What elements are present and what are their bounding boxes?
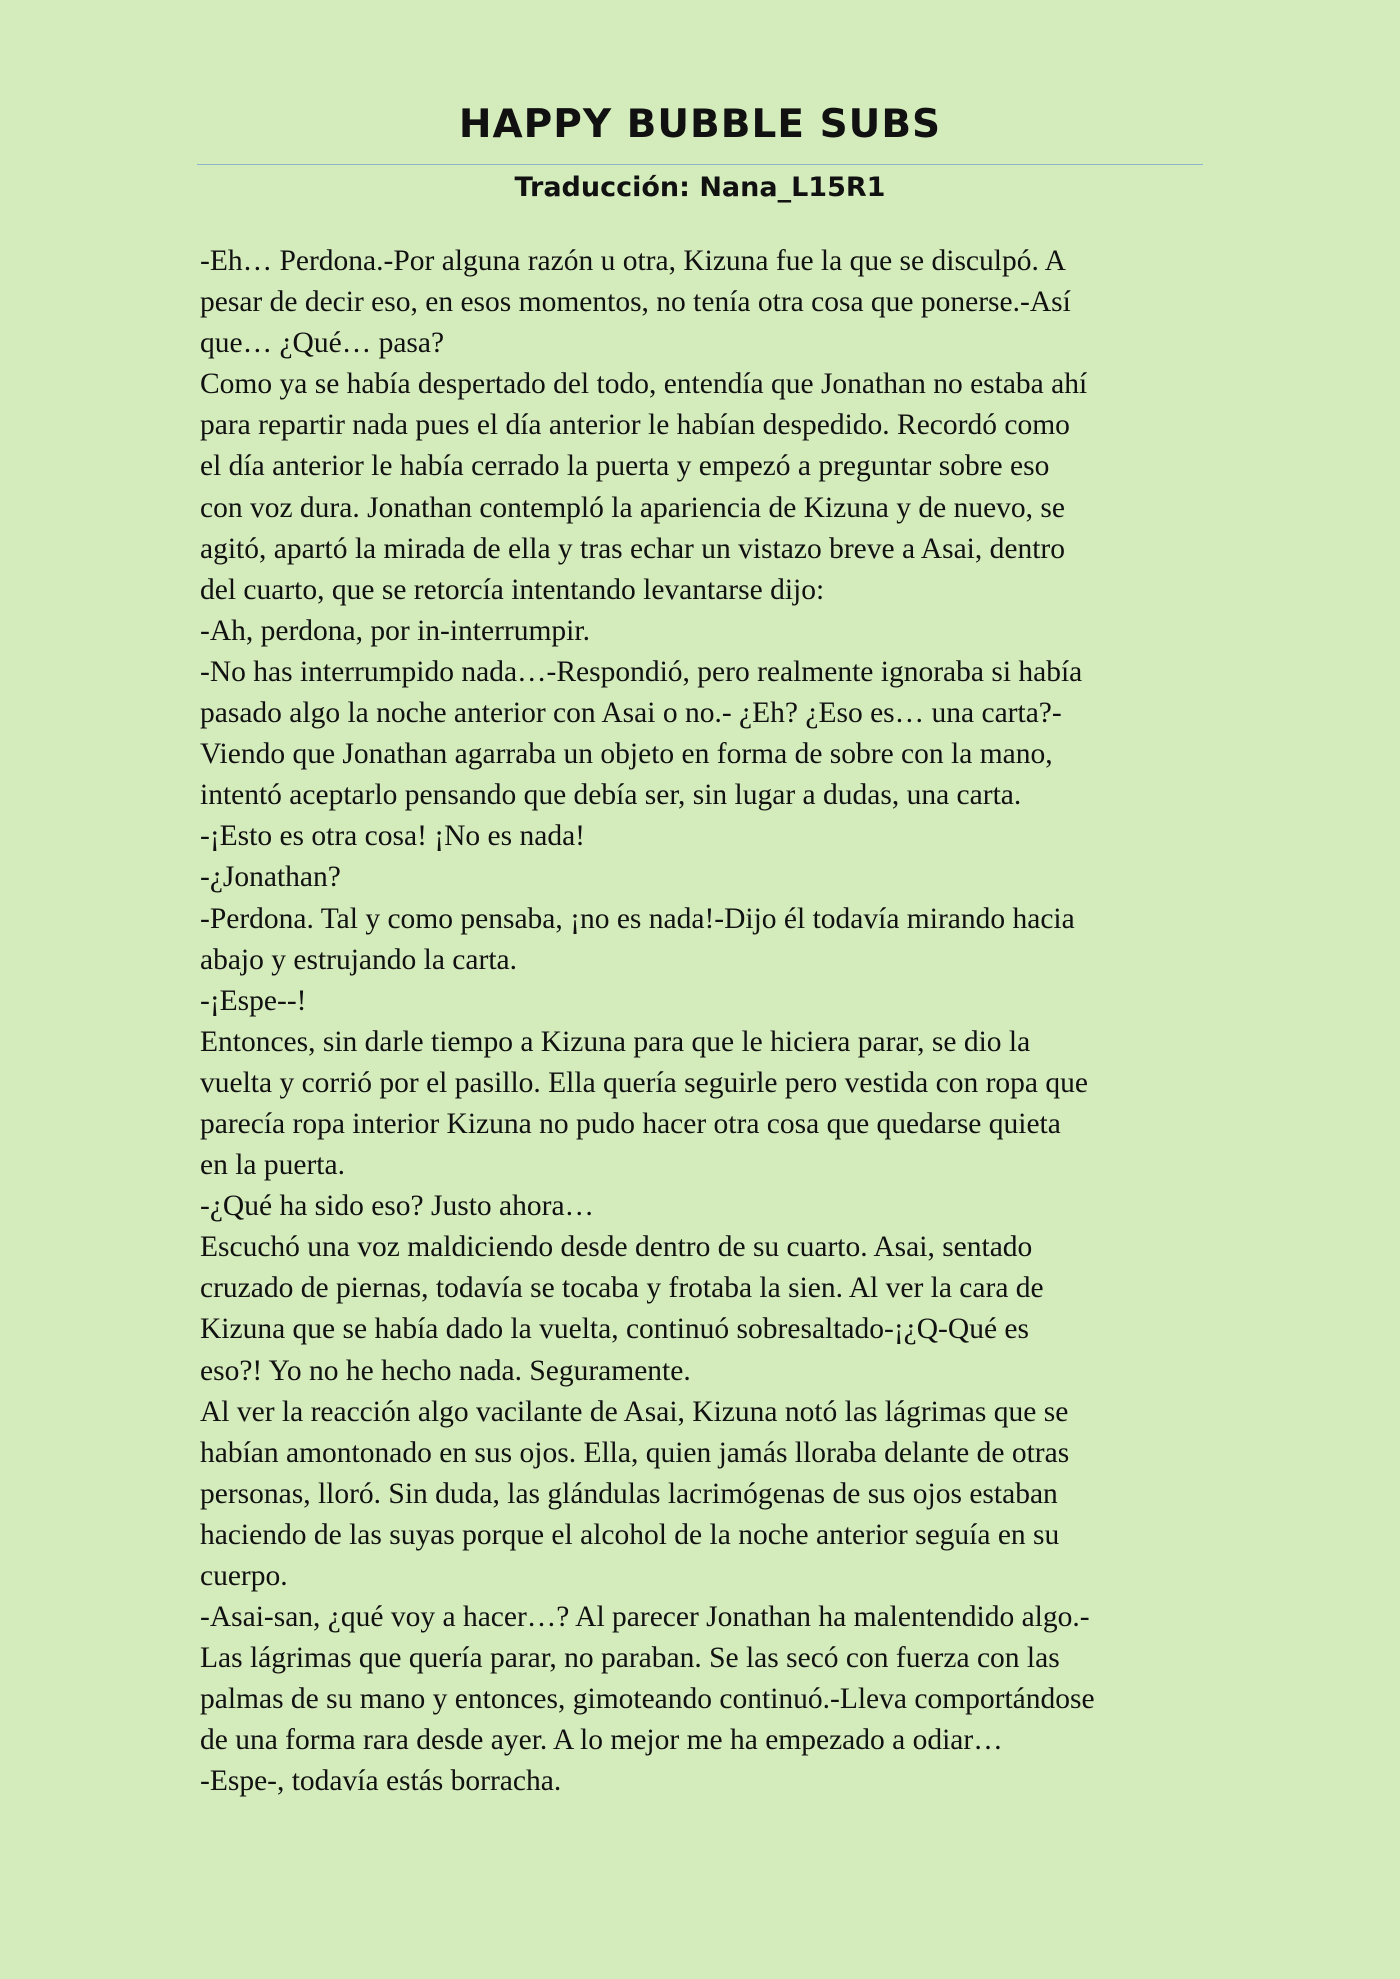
text-line: parecía ropa interior Kizuna no pudo hacer otra cosa que quedarse quieta [200, 1107, 1061, 1140]
text-line: Las lágrimas que quería parar, no paraban. Se las secó con fuerza con las [200, 1642, 1060, 1675]
text-line: cruzado de piernas, todavía se tocaba y frotaba la sien. Al ver la cara de [200, 1272, 1044, 1305]
text-line: palmas de su mano y entonces, gimoteando continuó.-Lleva comportándose [200, 1683, 1095, 1716]
story-text [200, 241, 1210, 1803]
text-line: pesar de decir eso, en esos momentos, no tenía otra cosa que ponerse.-Así [200, 286, 1071, 319]
text-line: Como ya se había despertado del todo, entendía que Jonathan no estaba ahí [200, 368, 1088, 401]
text-line: -Espe-, todavía estás borracha. [200, 1765, 562, 1798]
text-line: -Perdona. Tal y como pensaba, ¡no es nada!-Dijo él todavía mirando hacia [200, 902, 1075, 935]
text-line: -¡Espe--! [200, 984, 307, 1017]
text-line: -¿Qué ha sido eso? Justo ahora… [200, 1190, 595, 1223]
text-line: el día anterior le había cerrado la puerta y empezó a preguntar sobre eso [200, 450, 1050, 483]
text-line: de una forma rara desde ayer. A lo mejor me ha empezado a odiar… [200, 1724, 1003, 1757]
text-line: -No has interrumpido nada…-Respondió, pero realmente ignoraba si había [200, 655, 1083, 688]
text-line: con voz dura. Jonathan contempló la apariencia de Kizuna y de nuevo, se [200, 491, 1066, 524]
text-line: -Eh… Perdona.-Por alguna razón u otra, Kizuna fue la que se disculpó. A [200, 245, 1066, 277]
text-line: -Ah, perdona, por in-interrumpir. [200, 614, 590, 647]
text-line: haciendo de las suyas porque el alcohol de la noche anterior seguía en su [200, 1518, 1060, 1551]
text-line: personas, lloró. Sin duda, las glándulas lacrimógenas de sus ojos estaban [200, 1477, 1058, 1510]
text-line: Viendo que Jonathan agarraba un objeto en forma de sobre con la mano, [200, 738, 1053, 771]
translation-credit: Traducción: Nana_L15R1 [514, 172, 886, 203]
text-line: que… ¿Qué… pasa? [200, 327, 445, 360]
text-line: Al ver la reacción algo vacilante de Asai, Kizuna notó las lágrimas que se [200, 1395, 1069, 1428]
header-divider [197, 164, 1203, 165]
text-line: Kizuna que se había dado la vuelta, continuó sobresaltado-¡¿Q-Qué es [200, 1313, 1029, 1346]
text-line: intentó aceptarlo pensando que debía ser, sin lugar a dudas, una carta. [200, 779, 1022, 812]
text-line: del cuarto, que se retorcía intentando levantarse dijo: [200, 573, 825, 606]
text-line: -Asai-san, ¿qué voy a hacer…? Al parecer Jonathan ha malentendido algo.- [200, 1601, 1090, 1634]
text-line: Entonces, sin darle tiempo a Kizuna para que le hiciera parar, se dio la [200, 1025, 1031, 1058]
text-line: habían amontonado en sus ojos. Ella, quien jamás lloraba delante de otras [200, 1436, 1070, 1469]
text-line: para repartir nada pues el día anterior le habían despedido. Recordó como [200, 409, 1070, 442]
text-line: agitó, apartó la mirada de ella y tras echar un vistazo breve a Asai, dentro [200, 532, 1065, 565]
text-line: -¡Esto es otra cosa! ¡No es nada! [200, 820, 585, 853]
text-line: Escuchó una voz maldiciendo desde dentro de su cuarto. Asai, sentado [200, 1231, 1033, 1264]
text-line: cuerpo. [200, 1560, 288, 1592]
text-line: abajo y estrujando la carta. [200, 943, 517, 976]
text-line: en la puerta. [200, 1149, 345, 1182]
group-title: HAPPY BUBBLE SUBS [458, 102, 942, 147]
text-line: pasado algo la noche anterior con Asai o no.- ¿Eh? ¿Eso es… una carta?- [200, 697, 1062, 730]
text-line: -¿Jonathan? [200, 861, 341, 894]
text-line: vuelta y corrió por el pasillo. Ella quería seguirle pero vestida con ropa que [200, 1066, 1088, 1099]
text-line: eso?! Yo no he hecho nada. Seguramente. [200, 1354, 691, 1387]
